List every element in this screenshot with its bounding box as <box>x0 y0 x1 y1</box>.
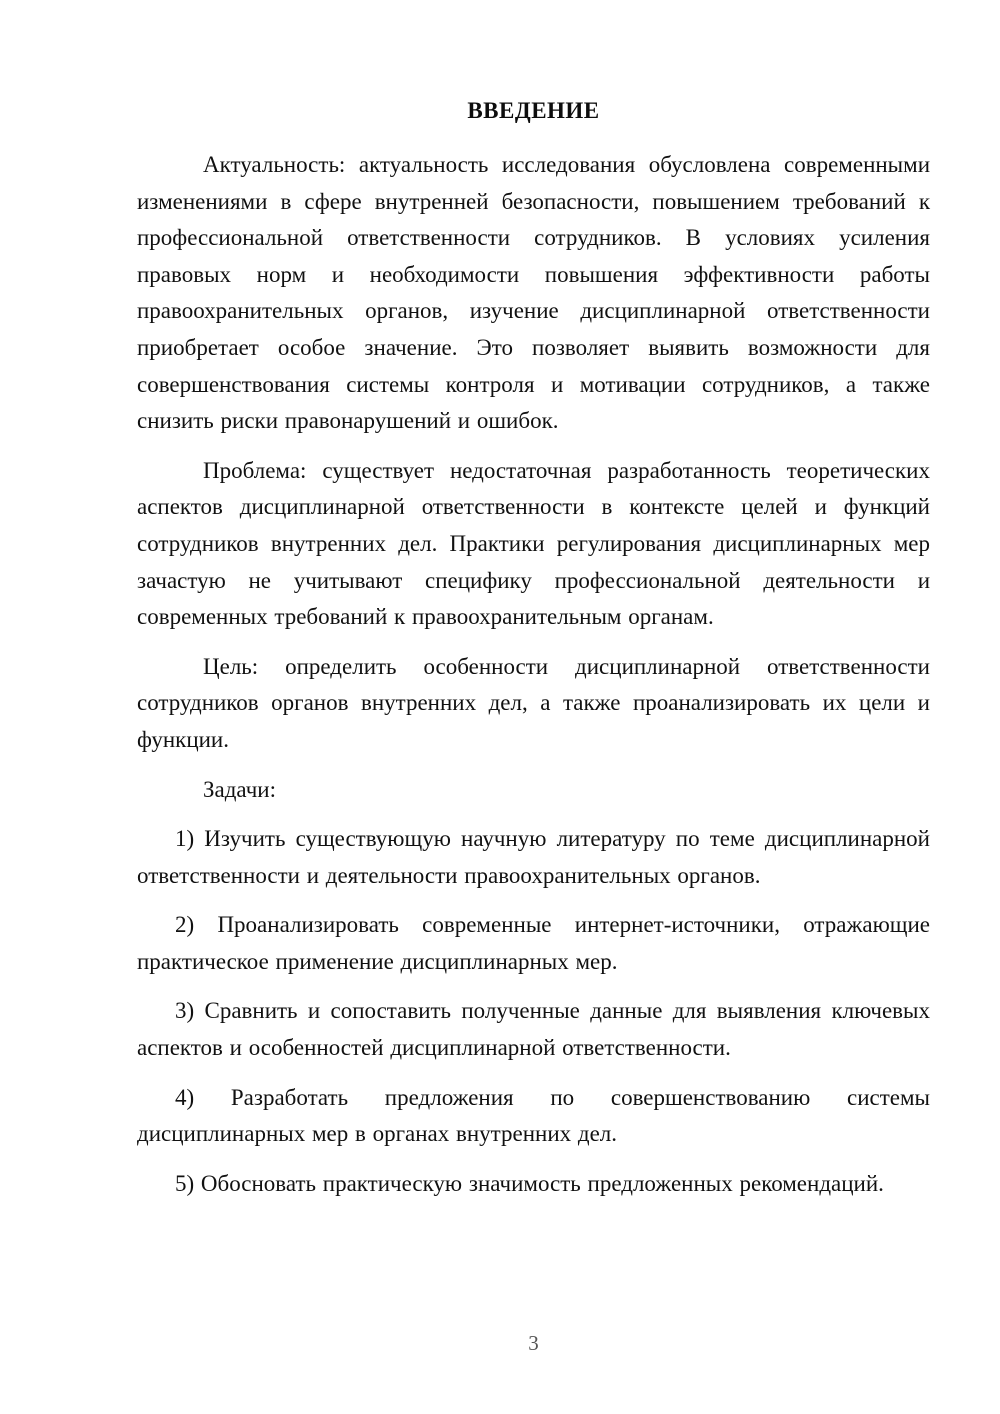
task-item-5: 5) Обосновать практическую значимость предложенных рекомендаций. <box>175 1170 884 1196</box>
page-title: ВВЕДЕНИЕ <box>467 98 600 123</box>
task-item-4: 4) Разработать предложения по совершенствованию системы дисциплинарных мер в органах внутренних дел. <box>137 1084 930 1147</box>
page-content <box>137 92 930 1215</box>
task-item-2: 2) Проанализировать современные интернет-источники, отражающие практическое применение дисциплинарных мер. <box>137 912 930 974</box>
page-number: 3 <box>528 1331 539 1355</box>
paragraph-tasks-heading: Задачи: <box>203 776 276 802</box>
task-item-1: 1) Изучить существующую научную литературу по теме дисциплинарной ответственности и деятельности правоохранительных органов. <box>137 826 930 888</box>
task-item-3: 3) Сравнить и сопоставить полученные данные для выявления ключевых аспектов и особенностей дисциплинарной ответственности. <box>137 998 930 1061</box>
paragraph-problem: Проблема: существует недостаточная разработанность теоретических аспектов дисциплинарной ответственности в контексте целей и функций сотрудников внутренних дел. Практики регулирования дисциплинарных мер зачастую не учитывают специфику профессиональной деятельности и современных требований к правоохранительным органам. <box>137 457 930 630</box>
paragraph-relevance: Актуальность: актуальность исследования обусловлена современными изменениями в сфере внутренней безопасности, повышением требований к профессиональной ответственности сотрудников. В условиях усиления правовых норм и необходимости повышения эффективности работы правоохранительных органов, изучение дисциплинарной ответственности приобретает особое значение. Это позволяет выявить возможности для совершенствования системы контроля и мотивации сотрудников, а также снизить риски правонарушений и ошибок. <box>137 152 930 434</box>
paragraph-goal: Цель: определить особенности дисциплинарной ответственности сотрудников органов внутренних дел, а также проанализировать их цели и функции. <box>137 653 930 752</box>
